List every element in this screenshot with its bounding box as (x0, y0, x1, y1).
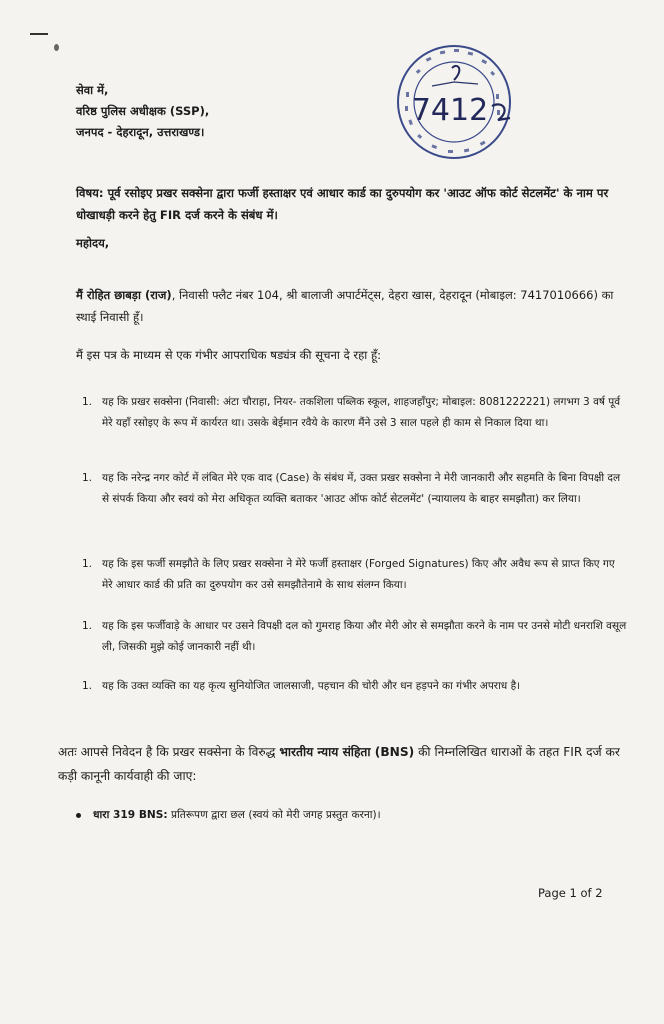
address-line-2: वरिष्ठ पुलिस अधीक्षक (SSP), (76, 104, 210, 118)
list-item (82, 676, 627, 697)
page-number: Page 1 of 2 (538, 886, 603, 900)
intro-paragraph (76, 284, 636, 328)
recipient-address (76, 80, 209, 143)
subject-text: पूर्व रसोइए प्रखर सक्सेना द्वारा फर्जी हस्ताक्षर एवं आधार कार्ड का दुरुपयोग कर 'आउट ऑफ कोर्ट सेटलमेंट' के नाम पर धोखाधड़ी करने हेतु FIR दर्ज करने के संबंध में। (76, 186, 609, 222)
stamp-handwritten-number: 7412 (411, 93, 489, 128)
salutation: महोदय, (76, 236, 110, 250)
top-margin-mark (30, 33, 48, 35)
list-item-text: यह कि इस फर्जी समझौते के लिए प्रखर सक्सेना ने मेरे फर्जी हस्ताक्षर (Forged Signatures) किए और अवैध रूप से प्राप्त किए गए मेरे आधार कार्ड की प्रति का दुरुपयोग कर उसे समझौतेनामे के साथ संलग्न किया। (102, 558, 615, 591)
list-item-number: 1. (82, 620, 93, 632)
lead-sentence: मैं इस पत्र के माध्यम से एक गंभीर आपराधिक षड्यंत्र की सूचना दे रहा हूँ: (76, 348, 382, 362)
list-item-number: 1. (82, 558, 93, 570)
list-item-text: यह कि इस फर्जीवाड़े के आधार पर उसने विपक्षी दल को गुमराह किया और मेरी ओर से समझौता करने के नाम पर उनसे मोटी धनराशि वसूल ली, जिसकी मुझे कोई जानकारी नहीं थी। (102, 620, 627, 653)
list-item (82, 468, 627, 510)
address-line-3: जनपद - देहरादून, उत्तराखण्ड। (76, 125, 205, 139)
list-item-text: यह कि प्रखर सक्सेना (निवासी: अंटा चौराहा, नियर- तकशिला पब्लिक स्कूल, शाहजहाँपुर; मोबाइल: 8081222221) लगभग 3 वर्ष पूर्व मेरे यहाँ रसोइए के रूप में कार्यरत था। उसके बेईमान रवैये के कारण मैंने उसे 3 साल पहले ही काम से निकाल दिया था। (102, 396, 621, 429)
request-pre: अतः आपसे निवेदन है कि प्रखर सक्सेना के विरुद्ध (58, 745, 280, 759)
request-law: भारतीय न्याय संहिता (BNS) (279, 745, 415, 759)
list-item (82, 392, 627, 434)
intro-text: , निवासी फ्लैट नंबर 104, श्री बालाजी अपार्टमेंट्स, देहरा खास, देहरादून (मोबाइल: 7417010666) का स्थाई निवासी हूँ। (76, 288, 614, 324)
list-item (82, 616, 627, 658)
subject-line (76, 182, 636, 226)
received-stamp (392, 40, 516, 164)
list-item (82, 554, 627, 596)
list-item-number: 1. (82, 472, 93, 484)
address-line-1: सेवा में, (76, 83, 109, 97)
bns-section-bullet (76, 808, 381, 822)
bullet-text: प्रतिरूपण द्वारा छल (स्वयं को मेरी जगह प्रस्तुत करना)। (167, 809, 381, 821)
request-post: की निम्नलिखित धाराओं के तहत FIR दर्ज कर कड़ी कानूनी कार्यवाही की जाए: (58, 745, 620, 783)
subject-label: विषय: (76, 186, 104, 200)
bullet-dot-icon (76, 813, 81, 818)
list-item-text: यह कि नरेन्द्र नगर कोर्ट में लंबित मेरे एक वाद (Case) के संबंध में, उक्त प्रखर सक्सेना ने मेरी जानकारी और सहमति के बिना विपक्षी दल से संपर्क किया और स्वयं को मेरा अधिकृत व्यक्ति बताकर 'आउट ऑफ कोर्ट सेटलमेंट' (न्यायालय के बाहर समझौता) कर लिया। (102, 472, 621, 505)
request-paragraph (58, 740, 638, 788)
list-item-text: यह कि उक्त व्यक्ति का यह कृत्य सुनियोजित जालसाजी, पहचान की चोरी और धन हड़पने का गंभीर अपराध है। (102, 680, 521, 692)
list-item-number: 1. (82, 680, 93, 692)
complainant-name: मैं रोहित छाबड़ा (राज) (76, 288, 172, 302)
ink-dot (54, 44, 59, 51)
list-item-number: 1. (82, 396, 93, 408)
bullet-section: धारा 319 BNS: (93, 809, 168, 821)
